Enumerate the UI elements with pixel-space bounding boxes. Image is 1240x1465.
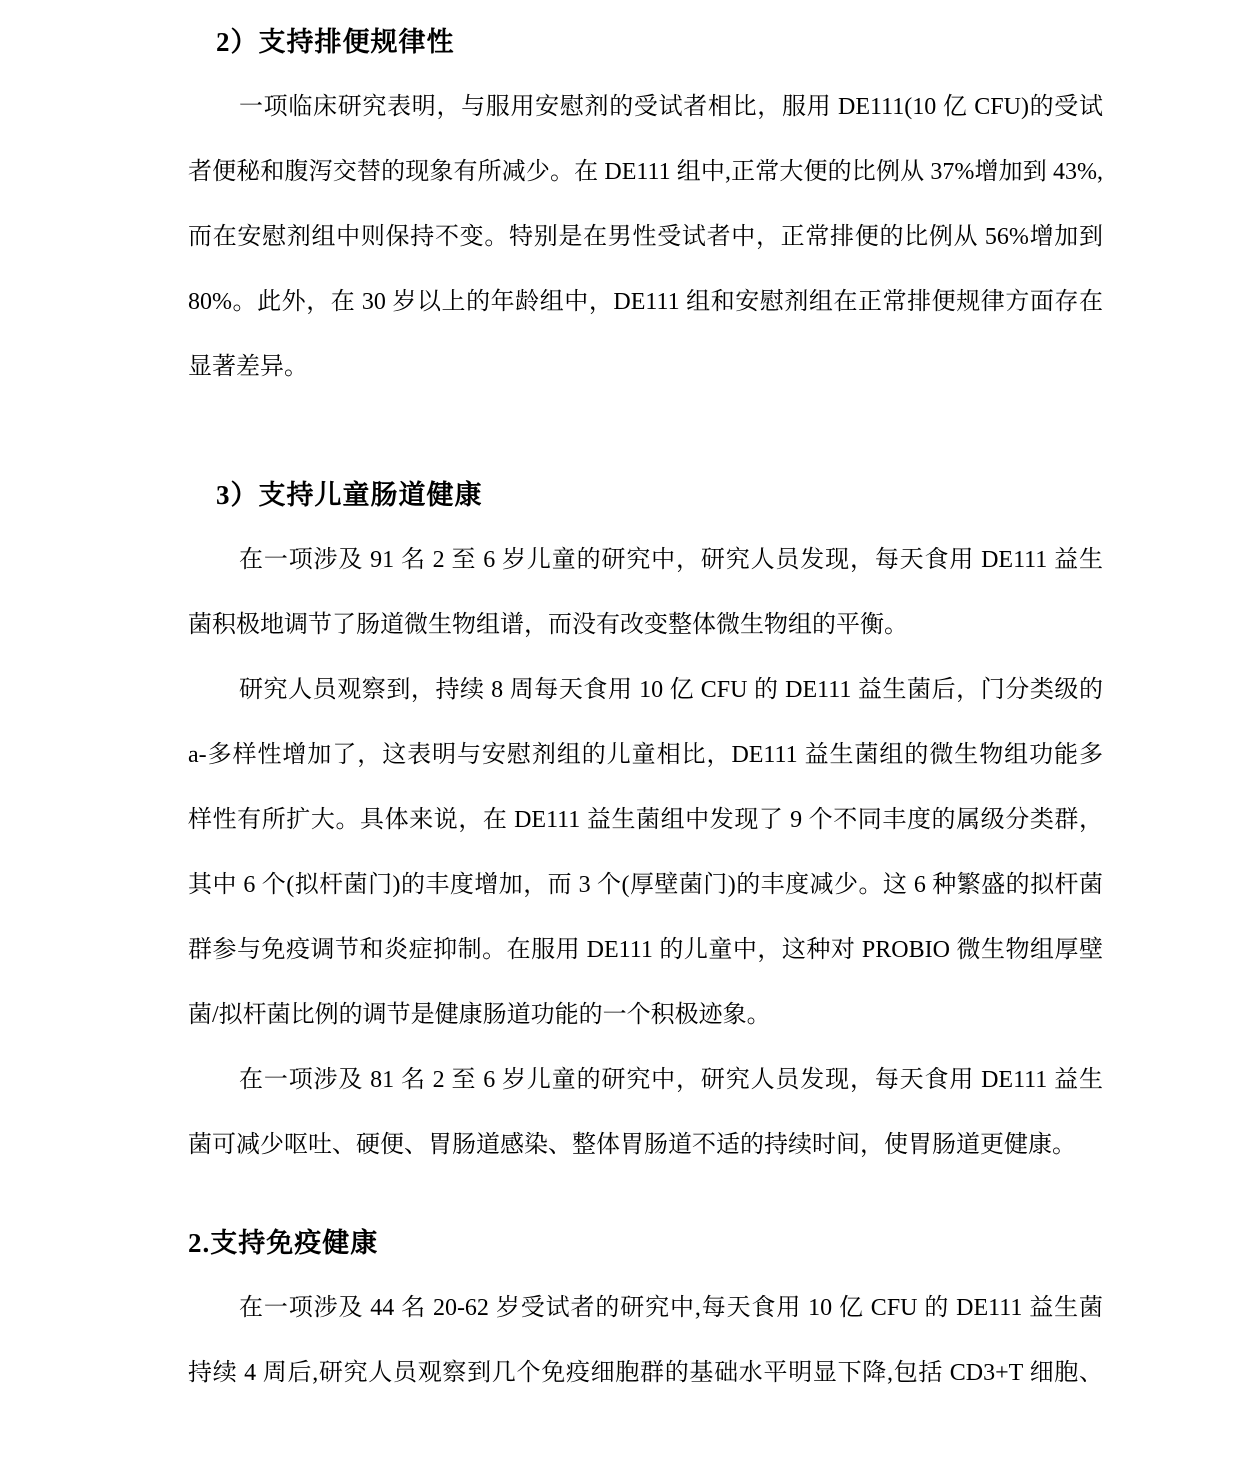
section-heading-bowel-regularity: 2）支持排便规律性 <box>216 27 455 57</box>
text-line: 而在安慰剂组中则保持不变。特别是在男性受试者中，正常排便的比例从 56%增加到 <box>188 224 1103 250</box>
paragraph <box>188 658 1103 1048</box>
paragraph <box>188 1276 1103 1406</box>
section-child-gut-health <box>188 463 1103 1178</box>
text-line: 者便秘和腹泻交替的现象有所减少。在 DE111 组中,正常大便的比例从 37%增加到 43%, <box>188 159 1103 185</box>
text-line: 80%。此外，在 30 岁以上的年龄组中，DE111 组和安慰剂组在正常排便规律方面存在 <box>188 289 1103 315</box>
text-line: 在一项涉及 91 名 2 至 6 岁儿童的研究中，研究人员发现，每天食用 DE111 益生 <box>239 547 1103 573</box>
text-line: 菌/拟杆菌比例的调节是健康肠道功能的一个积极迹象。 <box>188 1002 771 1028</box>
text-line: 群参与免疫调节和炎症抑制。在服用 DE111 的儿童中，这种对 PROBIO 微生物组厚壁 <box>188 937 1103 963</box>
text-line: 样性有所扩大。具体来说，在 DE111 益生菌组中发现了 9 个不同丰度的属级分类群， <box>188 807 1103 833</box>
text-line: 显著差异。 <box>188 354 308 380</box>
text-line: 持续 4 周后,研究人员观察到几个免疫细胞群的基础水平明显下降,包括 CD3+T 细胞、 <box>188 1360 1103 1386</box>
text-line: 在一项涉及 81 名 2 至 6 岁儿童的研究中，研究人员发现，每天食用 DE111 益生 <box>239 1067 1103 1093</box>
text-line: 其中 6 个(拟杆菌门)的丰度增加，而 3 个(厚壁菌门)的丰度减少。这 6 种繁盛的拟杆菌 <box>188 872 1103 898</box>
text-line: 菌可减少呕吐、硬便、胃肠道感染、整体胃肠道不适的持续时间，使胃肠道更健康。 <box>188 1132 1076 1158</box>
paragraph <box>188 528 1103 658</box>
section-bowel-regularity <box>188 10 1103 400</box>
section-heading-immune-health: 2.支持免疫健康 <box>188 1228 379 1258</box>
section-immune-health <box>188 1211 1103 1406</box>
text-line: 菌积极地调节了肠道微生物组谱，而没有改变整体微生物组的平衡。 <box>188 612 908 638</box>
paragraph <box>188 1048 1103 1178</box>
paragraph <box>188 75 1103 400</box>
text-line: a-多样性增加了，这表明与安慰剂组的儿童相比，DE111 益生菌组的微生物组功能多 <box>188 742 1103 768</box>
section-heading-child-gut-health: 3）支持儿童肠道健康 <box>216 480 483 510</box>
text-line: 一项临床研究表明，与服用安慰剂的受试者相比，服用 DE111(10 亿 CFU)的受试 <box>239 94 1103 120</box>
text-line: 在一项涉及 44 名 20-62 岁受试者的研究中,每天食用 10 亿 CFU 的 DE111 益生菌 <box>239 1295 1103 1321</box>
text-line: 研究人员观察到，持续 8 周每天食用 10 亿 CFU 的 DE111 益生菌后，门分类级的 <box>239 677 1103 703</box>
